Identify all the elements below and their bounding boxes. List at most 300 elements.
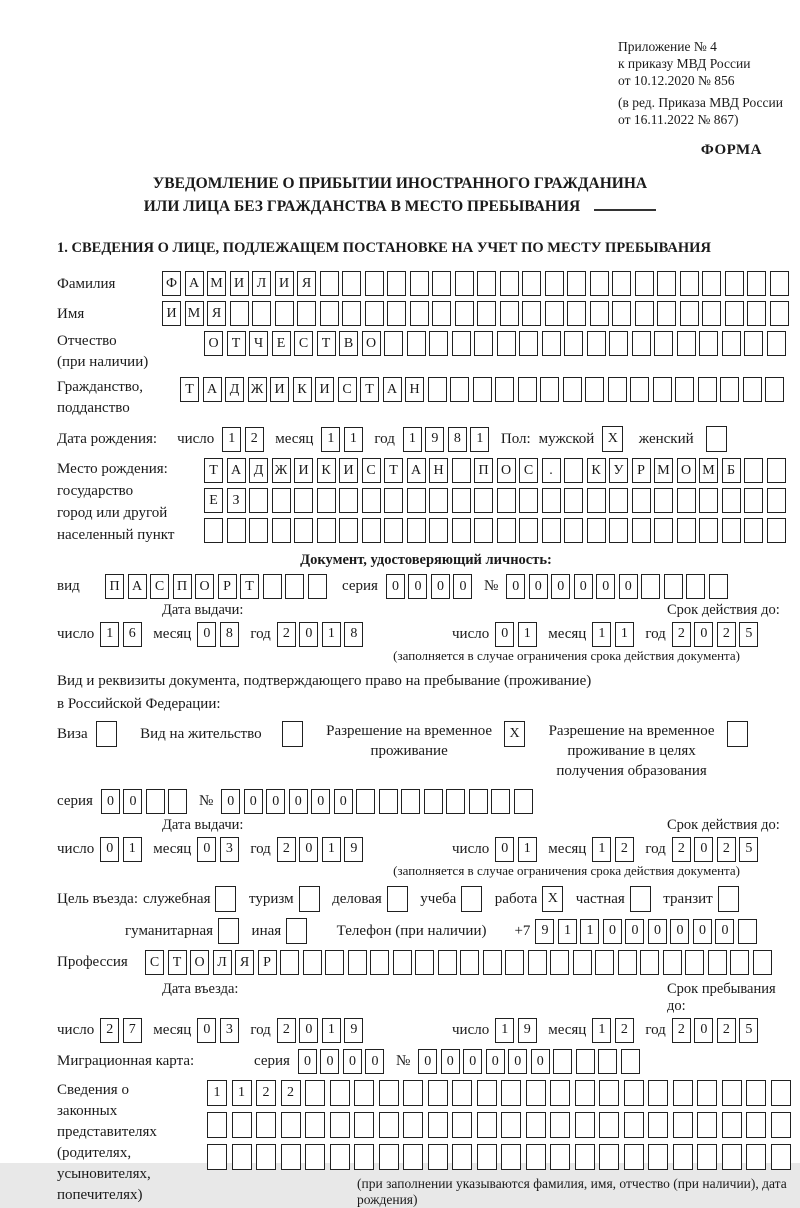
reps-cell[interactable] [771,1144,791,1170]
profession-cell[interactable] [663,950,682,975]
patronymic-cell[interactable] [587,331,606,356]
birthplace-cell[interactable]: И [294,458,313,483]
reps-cell[interactable] [624,1112,644,1138]
doc-number-cell[interactable] [686,574,705,599]
res-issue-year-cell[interactable]: 2 [277,837,296,862]
citizenship-cell[interactable]: Д [225,377,244,402]
birthplace-cell[interactable]: Н [429,458,448,483]
surname-cell[interactable] [590,271,609,296]
citizenship-cell[interactable] [698,377,717,402]
mig-number-cell[interactable]: 0 [441,1049,460,1074]
citizenship-cell[interactable]: К [293,377,312,402]
id-valid-year-cell[interactable]: 5 [739,622,758,647]
given-name-cell[interactable] [365,301,384,326]
reps-cell[interactable] [403,1144,423,1170]
surname-cell[interactable] [387,271,406,296]
res-valid-day-cell[interactable]: 0 [495,837,514,862]
reps-cell[interactable] [330,1112,350,1138]
res-issue-month-cell[interactable]: 0 [197,837,216,862]
id-issue-year-cell[interactable]: 8 [344,622,363,647]
citizenship-cell[interactable] [518,377,537,402]
surname-cell[interactable] [320,271,339,296]
surname-cell[interactable] [432,271,451,296]
birthplace-cell[interactable]: Б [722,458,741,483]
doc-series-cell[interactable]: 0 [408,574,427,599]
stay-year-cell[interactable]: 0 [694,1018,713,1043]
doc-series-cell[interactable]: 0 [431,574,450,599]
reps-cell[interactable] [207,1112,227,1138]
birthplace-cell[interactable] [317,518,336,543]
reps-cell[interactable] [232,1112,252,1138]
res-number-cell[interactable] [514,789,533,814]
phone-cell[interactable] [738,919,757,944]
citizenship-cell[interactable] [653,377,672,402]
reps-cell[interactable] [697,1112,717,1138]
patronymic-cell[interactable] [497,331,516,356]
birthplace-cell[interactable]: Т [204,458,223,483]
reps-cell[interactable]: 2 [256,1080,276,1106]
surname-cell[interactable] [612,271,631,296]
birthplace-cell[interactable]: С [362,458,381,483]
given-name-cell[interactable] [770,301,789,326]
birthplace-cell[interactable] [362,488,381,513]
reps-cell[interactable] [722,1080,742,1106]
birth-year-cell[interactable]: 8 [448,427,467,452]
doc-type-cell[interactable]: Т [240,574,259,599]
res-issue-day-cell[interactable]: 1 [123,837,142,862]
surname-cell[interactable] [365,271,384,296]
doc-type-cell[interactable]: О [195,574,214,599]
reps-cell[interactable] [722,1144,742,1170]
id-issue-month-cell[interactable]: 8 [220,622,239,647]
profession-cell[interactable] [438,950,457,975]
birthplace-cell[interactable] [317,488,336,513]
citizenship-cell[interactable] [495,377,514,402]
surname-cell[interactable] [342,271,361,296]
profession-cell[interactable] [595,950,614,975]
birthplace-cell[interactable] [722,488,741,513]
birthplace-cell[interactable] [227,518,246,543]
surname-cell[interactable] [500,271,519,296]
birthplace-cell[interactable] [362,518,381,543]
birthplace-cell[interactable] [452,488,471,513]
patronymic-cell[interactable]: С [294,331,313,356]
surname-cell[interactable]: И [230,271,249,296]
reps-cell[interactable] [305,1080,325,1106]
entry-day-cell[interactable]: 2 [100,1018,119,1043]
res-valid-day-cell[interactable]: 1 [518,837,537,862]
reps-cell[interactable] [379,1112,399,1138]
purpose-work-box[interactable]: X [542,886,563,912]
res-number-cell[interactable]: 0 [244,789,263,814]
doc-number-cell[interactable]: 0 [596,574,615,599]
profession-cell[interactable]: Л [213,950,232,975]
birthplace-cell[interactable]: М [699,458,718,483]
birthplace-cell[interactable] [384,488,403,513]
phone-cell[interactable]: 1 [558,919,577,944]
surname-cell[interactable]: А [185,271,204,296]
reps-cell[interactable]: 1 [232,1080,252,1106]
reps-cell[interactable] [526,1080,546,1106]
patronymic-cell[interactable] [542,331,561,356]
citizenship-cell[interactable] [428,377,447,402]
given-name-cell[interactable]: И [162,301,181,326]
mig-number-cell[interactable]: 0 [508,1049,527,1074]
profession-cell[interactable] [370,950,389,975]
patronymic-cell[interactable]: Т [227,331,246,356]
birthplace-cell[interactable] [587,518,606,543]
reps-cell[interactable] [501,1080,521,1106]
birth-month-cell[interactable]: 1 [344,427,363,452]
patronymic-cell[interactable]: Ч [249,331,268,356]
reps-cell[interactable] [379,1144,399,1170]
id-issue-year-cell[interactable]: 1 [322,622,341,647]
reps-cell[interactable]: 1 [207,1080,227,1106]
patronymic-cell[interactable] [519,331,538,356]
reps-cell[interactable] [599,1112,619,1138]
reps-cell[interactable] [697,1144,717,1170]
birthplace-cell[interactable] [497,488,516,513]
birthplace-cell[interactable] [587,488,606,513]
given-name-cell[interactable] [342,301,361,326]
birthplace-cell[interactable]: А [227,458,246,483]
reps-cell[interactable] [452,1080,472,1106]
doc-series-cell[interactable]: 0 [453,574,472,599]
given-name-cell[interactable] [567,301,586,326]
birthplace-cell[interactable] [699,518,718,543]
given-name-cell[interactable] [635,301,654,326]
reps-cell[interactable] [746,1144,766,1170]
stay-year-cell[interactable]: 2 [717,1018,736,1043]
id-issue-year-cell[interactable]: 0 [299,622,318,647]
birthplace-cell[interactable] [497,518,516,543]
birthplace-cell[interactable]: О [497,458,516,483]
phone-cell[interactable]: 0 [715,919,734,944]
citizenship-cell[interactable]: А [203,377,222,402]
given-name-cell[interactable] [500,301,519,326]
doc-number-cell[interactable]: 0 [551,574,570,599]
birthplace-cell[interactable]: И [339,458,358,483]
patronymic-cell[interactable] [564,331,583,356]
patronymic-cell[interactable] [632,331,651,356]
birth-year-cell[interactable]: 1 [470,427,489,452]
reps-cell[interactable] [330,1144,350,1170]
birthplace-cell[interactable] [564,518,583,543]
profession-cell[interactable] [460,950,479,975]
residence-permit-box[interactable] [282,721,303,747]
reps-cell[interactable] [281,1112,301,1138]
birthplace-cell[interactable] [474,488,493,513]
birthplace-cell[interactable] [744,518,763,543]
doc-number-cell[interactable]: 0 [619,574,638,599]
profession-cell[interactable] [618,950,637,975]
reps-cell[interactable] [526,1112,546,1138]
citizenship-cell[interactable]: Ж [248,377,267,402]
birth-year-cell[interactable]: 1 [403,427,422,452]
birthplace-cell[interactable] [429,518,448,543]
res-number-cell[interactable] [356,789,375,814]
citizenship-cell[interactable]: Н [405,377,424,402]
sex-female-box[interactable] [706,426,727,452]
birthplace-cell[interactable] [452,458,471,483]
surname-cell[interactable] [545,271,564,296]
reps-cell[interactable] [746,1112,766,1138]
entry-year-cell[interactable]: 2 [277,1018,296,1043]
birthplace-cell[interactable]: П [474,458,493,483]
birthplace-cell[interactable]: У [609,458,628,483]
birthplace-cell[interactable] [609,488,628,513]
res-valid-month-cell[interactable]: 1 [592,837,611,862]
reps-cell[interactable] [428,1144,448,1170]
doc-number-cell[interactable]: 0 [529,574,548,599]
reps-cell[interactable] [648,1112,668,1138]
birthplace-cell[interactable] [452,518,471,543]
reps-cell[interactable] [550,1112,570,1138]
reps-cell[interactable] [281,1144,301,1170]
surname-cell[interactable] [680,271,699,296]
birthplace-cell[interactable]: К [317,458,336,483]
purpose-private-box[interactable] [630,886,651,912]
id-issue-day-cell[interactable]: 6 [123,622,142,647]
mig-number-cell[interactable]: 0 [531,1049,550,1074]
reps-cell[interactable] [575,1144,595,1170]
patronymic-cell[interactable]: О [362,331,381,356]
birthplace-cell[interactable] [744,458,763,483]
surname-cell[interactable]: Л [252,271,271,296]
reps-cell[interactable] [550,1144,570,1170]
res-number-cell[interactable]: 0 [311,789,330,814]
mig-number-cell[interactable] [621,1049,640,1074]
profession-cell[interactable] [730,950,749,975]
birthplace-cell[interactable] [677,518,696,543]
given-name-cell[interactable] [230,301,249,326]
citizenship-cell[interactable] [473,377,492,402]
reps-cell[interactable] [697,1080,717,1106]
birthplace-cell[interactable] [519,488,538,513]
citizenship-cell[interactable]: И [315,377,334,402]
surname-cell[interactable] [522,271,541,296]
entry-year-cell[interactable]: 0 [299,1018,318,1043]
patronymic-cell[interactable]: Е [272,331,291,356]
citizenship-cell[interactable] [563,377,582,402]
doc-type-cell[interactable]: П [173,574,192,599]
reps-cell[interactable] [673,1112,693,1138]
res-number-cell[interactable] [401,789,420,814]
profession-cell[interactable] [280,950,299,975]
reps-cell[interactable] [771,1080,791,1106]
birthplace-cell[interactable]: Ж [272,458,291,483]
birthplace-cell[interactable] [744,488,763,513]
birthplace-cell[interactable]: Д [249,458,268,483]
profession-cell[interactable]: Т [168,950,187,975]
patronymic-cell[interactable] [654,331,673,356]
reps-cell[interactable] [354,1112,374,1138]
given-name-cell[interactable]: Я [207,301,226,326]
patronymic-cell[interactable] [699,331,718,356]
surname-cell[interactable]: Ф [162,271,181,296]
phone-cell[interactable]: 1 [580,919,599,944]
purpose-humanitarian-box[interactable] [218,918,239,944]
reps-cell[interactable] [256,1112,276,1138]
patronymic-cell[interactable] [474,331,493,356]
doc-type-cell[interactable]: Р [218,574,237,599]
res-number-cell[interactable] [491,789,510,814]
profession-cell[interactable] [573,950,592,975]
mig-series-cell[interactable]: 0 [365,1049,384,1074]
birthplace-cell[interactable] [249,488,268,513]
birthplace-cell[interactable] [699,488,718,513]
profession-cell[interactable] [528,950,547,975]
doc-type-cell[interactable]: П [105,574,124,599]
surname-cell[interactable] [725,271,744,296]
profession-cell[interactable] [325,950,344,975]
birthplace-cell[interactable]: О [677,458,696,483]
given-name-cell[interactable] [657,301,676,326]
profession-cell[interactable] [393,950,412,975]
given-name-cell[interactable] [522,301,541,326]
surname-cell[interactable] [770,271,789,296]
given-name-cell[interactable]: М [185,301,204,326]
entry-year-cell[interactable]: 1 [322,1018,341,1043]
res-number-cell[interactable]: 0 [334,789,353,814]
entry-month-cell[interactable]: 3 [220,1018,239,1043]
reps-cell[interactable] [599,1080,619,1106]
purpose-business-box[interactable] [387,886,408,912]
stay-year-cell[interactable]: 5 [739,1018,758,1043]
res-valid-year-cell[interactable]: 5 [739,837,758,862]
id-valid-month-cell[interactable]: 1 [592,622,611,647]
patronymic-cell[interactable]: Т [317,331,336,356]
birthplace-cell[interactable] [407,488,426,513]
reps-cell[interactable] [403,1080,423,1106]
mig-series-cell[interactable]: 0 [343,1049,362,1074]
given-name-cell[interactable] [680,301,699,326]
mig-series-cell[interactable]: 0 [320,1049,339,1074]
res-series-cell[interactable]: 0 [101,789,120,814]
phone-cell[interactable]: 9 [535,919,554,944]
doc-number-cell[interactable] [709,574,728,599]
citizenship-cell[interactable] [608,377,627,402]
surname-cell[interactable] [657,271,676,296]
birth-day-cell[interactable]: 1 [222,427,241,452]
birthplace-cell[interactable] [339,488,358,513]
sex-male-box[interactable]: X [602,426,623,452]
patronymic-cell[interactable] [722,331,741,356]
citizenship-cell[interactable]: И [270,377,289,402]
given-name-cell[interactable] [590,301,609,326]
given-name-cell[interactable] [297,301,316,326]
profession-cell[interactable] [753,950,772,975]
phone-cell[interactable]: 0 [648,919,667,944]
phone-cell[interactable]: 0 [625,919,644,944]
given-name-cell[interactable] [275,301,294,326]
birthplace-cell[interactable] [519,518,538,543]
res-issue-day-cell[interactable]: 0 [100,837,119,862]
doc-number-cell[interactable] [641,574,660,599]
res-issue-year-cell[interactable]: 9 [344,837,363,862]
citizenship-cell[interactable] [540,377,559,402]
doc-number-cell[interactable]: 0 [506,574,525,599]
reps-cell[interactable] [354,1080,374,1106]
id-valid-year-cell[interactable]: 0 [694,622,713,647]
patronymic-cell[interactable] [452,331,471,356]
reps-cell[interactable] [305,1112,325,1138]
surname-cell[interactable] [410,271,429,296]
reps-cell[interactable] [771,1112,791,1138]
reps-cell[interactable] [501,1112,521,1138]
res-issue-year-cell[interactable]: 1 [322,837,341,862]
doc-type-cell[interactable] [308,574,327,599]
profession-cell[interactable] [550,950,569,975]
res-number-cell[interactable] [379,789,398,814]
profession-cell[interactable] [483,950,502,975]
reps-cell[interactable] [477,1112,497,1138]
given-name-cell[interactable] [612,301,631,326]
profession-cell[interactable] [685,950,704,975]
patronymic-cell[interactable] [767,331,786,356]
citizenship-cell[interactable] [675,377,694,402]
reps-cell[interactable] [648,1144,668,1170]
reps-cell[interactable]: 2 [281,1080,301,1106]
phone-cell[interactable]: 0 [603,919,622,944]
mig-series-cell[interactable]: 0 [298,1049,317,1074]
res-valid-year-cell[interactable]: 0 [694,837,713,862]
reps-cell[interactable] [526,1144,546,1170]
citizenship-cell[interactable] [743,377,762,402]
given-name-cell[interactable] [725,301,744,326]
res-number-cell[interactable] [424,789,443,814]
id-valid-day-cell[interactable]: 0 [495,622,514,647]
surname-cell[interactable] [635,271,654,296]
surname-cell[interactable] [477,271,496,296]
citizenship-cell[interactable] [450,377,469,402]
purpose-official-box[interactable] [215,886,236,912]
profession-cell[interactable]: О [190,950,209,975]
birthplace-cell[interactable] [564,488,583,513]
patronymic-cell[interactable] [609,331,628,356]
reps-cell[interactable] [648,1080,668,1106]
given-name-cell[interactable] [477,301,496,326]
reps-cell[interactable] [673,1144,693,1170]
mig-number-cell[interactable]: 0 [486,1049,505,1074]
birthplace-cell[interactable] [632,518,651,543]
reps-cell[interactable] [428,1112,448,1138]
birthplace-cell[interactable] [249,518,268,543]
entry-month-cell[interactable]: 0 [197,1018,216,1043]
birthplace-cell[interactable] [722,518,741,543]
birthplace-cell[interactable] [294,488,313,513]
birthplace-cell[interactable]: С [519,458,538,483]
reps-cell[interactable] [746,1080,766,1106]
res-series-cell[interactable] [146,789,165,814]
reps-cell[interactable] [575,1080,595,1106]
id-issue-month-cell[interactable]: 0 [197,622,216,647]
reps-cell[interactable] [575,1112,595,1138]
citizenship-cell[interactable] [585,377,604,402]
profession-cell[interactable]: Я [235,950,254,975]
reps-cell[interactable] [624,1144,644,1170]
res-series-cell[interactable] [168,789,187,814]
birthplace-cell[interactable]: Е [204,488,223,513]
res-number-cell[interactable] [446,789,465,814]
purpose-other-box[interactable] [286,918,307,944]
birth-year-cell[interactable]: 9 [425,427,444,452]
reps-cell[interactable] [305,1144,325,1170]
surname-cell[interactable] [702,271,721,296]
birthplace-cell[interactable] [632,488,651,513]
birthplace-cell[interactable] [272,488,291,513]
mig-number-cell[interactable] [553,1049,572,1074]
